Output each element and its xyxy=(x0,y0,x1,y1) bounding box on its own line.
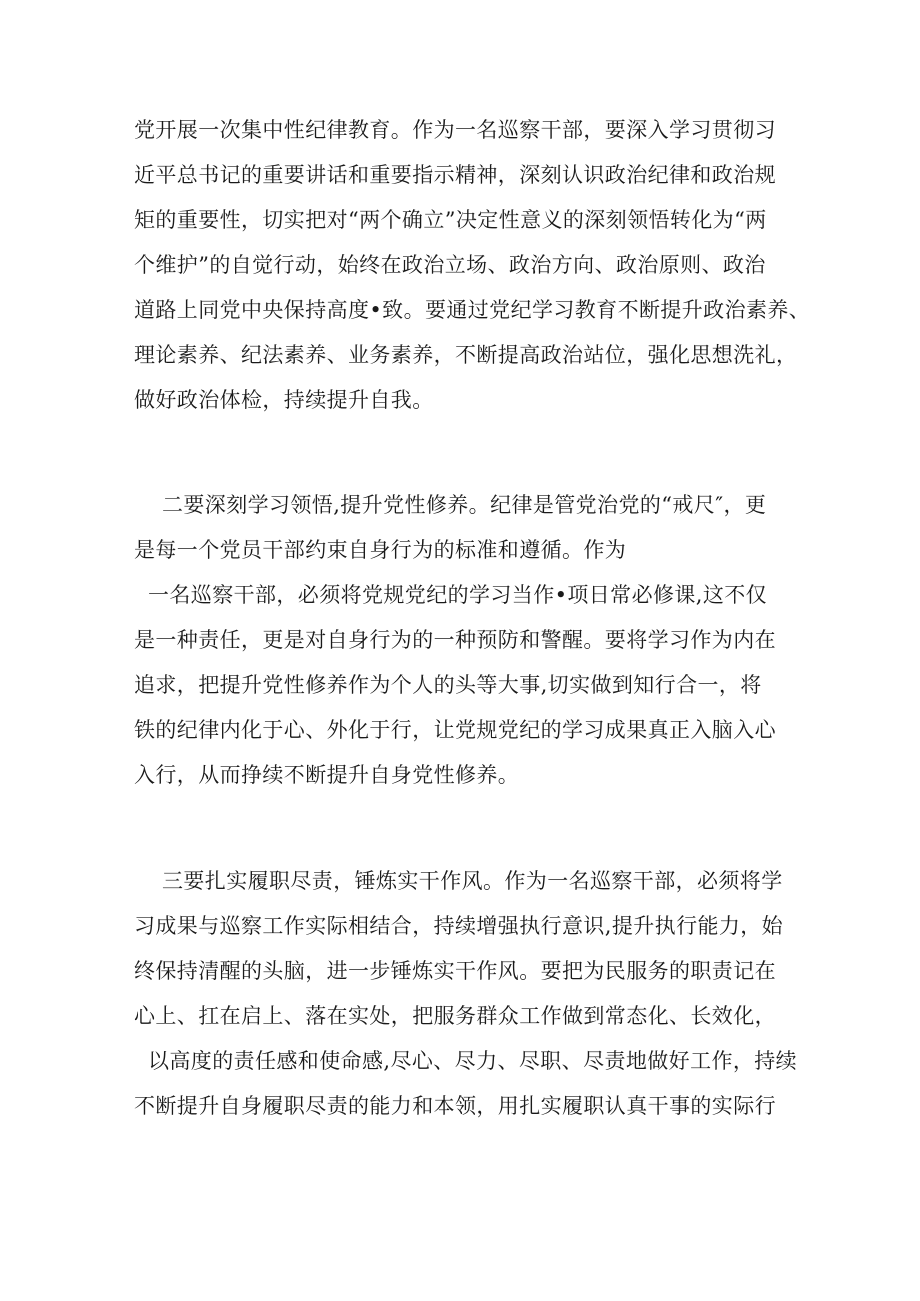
text-line: 不断提升自身履职尽责的能力和本领，用扎实履职认真干事的实际行 xyxy=(134,1094,776,1118)
text-line: 做好政治体检，持续提升自我。 xyxy=(134,388,434,412)
text-line: 心上、扛在启上、落在实处，把服务群众工作做到常态化、长效化， xyxy=(134,1004,776,1028)
text-line: 入行，从而挣续不断提升自身党性修养。 xyxy=(134,763,520,787)
text-line: 是每一个党员干部约束自身行为的标准和遵循。作为 xyxy=(134,538,627,562)
text-line: 追求，把提升党性修养作为个人的头等大事,切实做到知行合一，将 xyxy=(134,673,762,697)
text-line: 以高度的责任感和使命感,尽心、尽力、尽职、尽责地做好工作，持续 xyxy=(148,1049,798,1073)
text-line: 是一种责任，更是对自身行为的一种预防和警醒。要将学习作为内在 xyxy=(134,628,776,652)
text-line: 矩的重要性，切实把对“两个确立”决定性意义的深刻领悟转化为“两 xyxy=(134,208,767,232)
text-line: 近平总书记的重要讲话和重要指示精神，深刻认识政治纪律和政治规 xyxy=(134,163,776,187)
text-line: 党开展一次集中性纪律教育。作为一名巡察干部，要深入学习贯彻习 xyxy=(134,118,776,142)
text-line: 三要扎实履职尽责，锤炼实干作风。作为一名巡察干部，必须将学 xyxy=(162,869,783,893)
text-line: 二要深刻学习领悟,提升党性修养。纪律是管党治党的“戒尺″，更 xyxy=(162,493,767,517)
text-line: 道路上同党中央保持高度•致。要通过党纪学习教育不断提升政治素养、 xyxy=(134,298,811,322)
text-line: 习成果与巡察工作实际相结合，持续增强执行意识,提升执行能力，始 xyxy=(134,914,784,938)
text-line: 终保持清醒的头脑，进一步锤炼实干作风。要把为民服务的职责记在 xyxy=(134,959,776,983)
text-line: 个维护”的自觉行动，始终在政治立场、政治方向、政治原则、政治 xyxy=(134,253,766,277)
text-line: 理论素养、纪法素养、业务素养，不断提高政治站位，强化思想洗礼， xyxy=(134,343,798,367)
text-line: 铁的纪律内化于心、外化于行，让党规党纪的学习成果真正入脑入心 xyxy=(134,718,776,742)
text-line: 一名巡察干部，必须将党规党纪的学习当作•项日常必修课,这不仅 xyxy=(148,583,768,607)
